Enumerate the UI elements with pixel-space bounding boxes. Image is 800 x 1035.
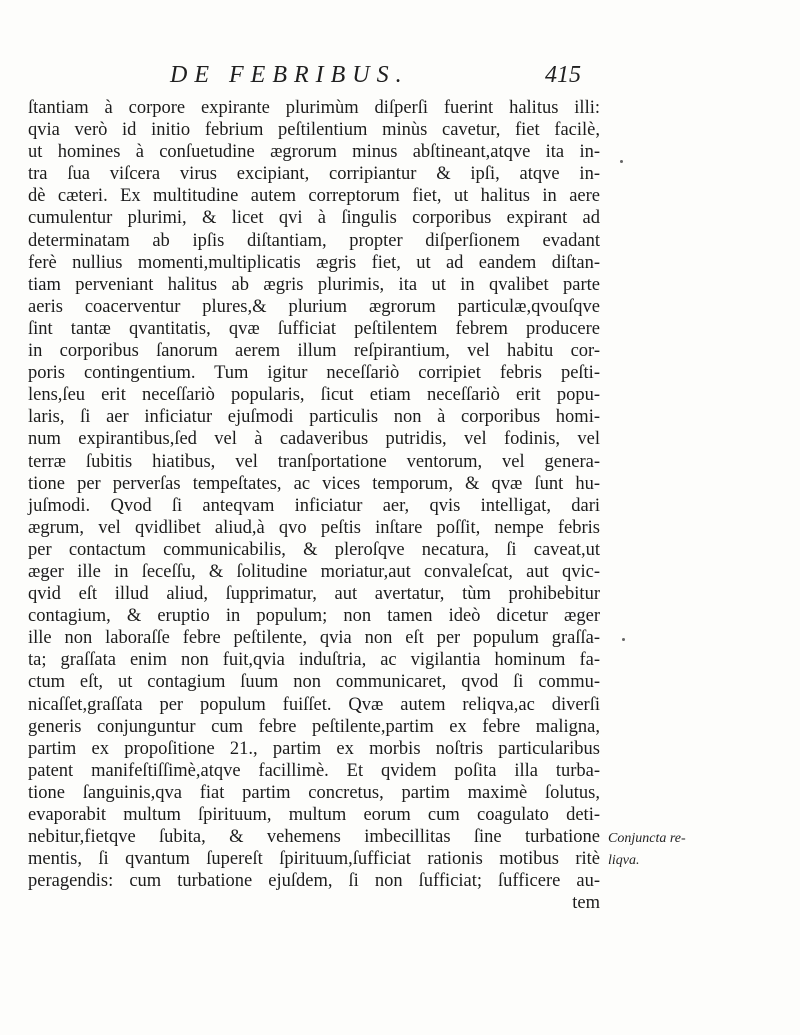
text-line: tione per perverſas tempeſtates, ac vices temporum, & qvæ ſunt hu-: [28, 473, 600, 494]
page-number: 415: [545, 62, 581, 88]
text-line: æger ille in ſeceſſu, & ſolitudine moriatur,aut convaleſcat, aut qvic-: [28, 561, 600, 582]
text-line: laris, ſi aer inficiatur ejuſmodi particulis non à corporibus homi-: [28, 407, 600, 428]
text-line: patent manifeſtiſſimè,atqve facillimè. Et qvidem poſita illa turba-: [28, 760, 600, 781]
text-line: poris contingentium. Tum igitur neceſſariò corripiet febris peſti-: [28, 363, 600, 384]
text-line: mentis, ſi qvantum ſupereſt ſpirituum,ſufficiat rationis motibus ritè: [28, 849, 600, 870]
ink-speck: [622, 638, 625, 641]
body-text: [28, 97, 600, 914]
text-line: generis conjunguntur cum febre peſtilente,partim ex febre maligna,: [28, 716, 600, 737]
margin-note: [608, 828, 708, 872]
text-line: tra ſua viſcera virus excipiant, corripiantur & ipſi, atqve in-: [28, 164, 600, 185]
text-line: tione ſanguinis,qva fiat partim concretus, partim maximè ſolutus,: [28, 782, 600, 803]
page-header: [0, 62, 800, 92]
text-line: in corporibus ſanorum aerem illum reſpirantium, vel habitu cor-: [28, 341, 600, 362]
text-line: per contactum communicabilis, & pleroſqve necatura, ſi caveat,ut: [28, 539, 600, 560]
text-line: lens,ſeu erit neceſſariò popularis, ſicut etiam neceſſariò erit popu-: [28, 385, 600, 406]
running-title: DE FEBRIBUS.: [170, 62, 409, 88]
text-line: contagium, & eruptio in populum; non tamen ideò dicetur æger: [28, 606, 600, 627]
margin-note-line: Conjuncta re-: [608, 831, 686, 846]
text-line: ctum eſt, ut contagium ſuum non communicaret, qvod ſi commu-: [28, 672, 600, 693]
text-line: ſtantiam à corpore expirante plurimùm diſperſi fuerint halitus illi:: [28, 98, 600, 118]
text-line: nicaſſet,graſſata per populum fuiſſet. Qvæ autem reliqva,ac diverſi: [28, 694, 600, 715]
catchword: tem: [572, 893, 600, 914]
text-line: ille non laboraſſe febre peſtilente, qvia non eſt per populum graſſa-: [28, 628, 600, 649]
text-line: partim ex propoſitione 21., partim ex morbis noſtris particularibus: [28, 738, 600, 759]
margin-note-line: liqva.: [608, 853, 640, 868]
text-line: ægrum, vel qvidlibet aliud,à qvo peſtis inſtare poſſit, nempe febris: [28, 517, 600, 538]
text-line: aeris coacerventur plures,& plurium ægrorum particulæ,qvouſqve: [28, 296, 600, 317]
text-line: nebitur,fietqve ſubita, & vehemens imbecillitas ſine turbatione: [28, 827, 600, 848]
text-line: qvid eſt illud aliud, ſupprimatur, aut avertatur, tùm prohibebitur: [28, 584, 600, 605]
text-line: juſmodi. Qvod ſi anteqvam inficiatur aer, qvis intelligat, dari: [28, 495, 600, 516]
text-line: tiam perveniant halitus ab ægris plurimis, ita ut in qvalibet parte: [28, 274, 600, 295]
text-line: ſint tantæ qvantitatis, qvæ ſufficiat peſtilentem febrem producere: [28, 318, 600, 339]
text-line: determinatam ab ipſis diſtantiam, propter diſperſionem evadant: [28, 230, 600, 251]
text-line: ferè nullius momenti,multiplicatis ægris fiet, ut ad eandem diſtan-: [28, 252, 600, 273]
ink-speck: [620, 160, 623, 163]
text-line: qvia verò id initio febrium peſtilentium minùs cavetur, fiet facilè,: [28, 120, 600, 141]
text-line: dè cæteri. Ex multitudine autem correptorum fiet, ut halitus in aere: [28, 186, 600, 207]
text-line: ta; graſſata enim non fuit,qvia induſtria, ac vigilantia hominum fa-: [28, 650, 600, 671]
text-line: peragendis: cum turbatione ejuſdem, ſi non ſufficiat; ſufficere au-: [28, 871, 600, 892]
text-line: num expirantibus,ſed vel à cadaveribus putridis, vel fodinis, vel: [28, 429, 600, 450]
text-line: evaporabit multum ſpirituum, multum eorum cum coagulato deti-: [28, 805, 600, 825]
text-line: ut homines à conſuetudine ægrorum minus abſtineant,atqve ita in-: [28, 142, 600, 163]
text-line: terræ ſubitis hiatibus, vel tranſportatione ventorum, vel genera-: [28, 451, 600, 472]
text-line: cumulentur plurimi, & licet qvi à ſingulis corporibus expirant ad: [28, 208, 600, 229]
